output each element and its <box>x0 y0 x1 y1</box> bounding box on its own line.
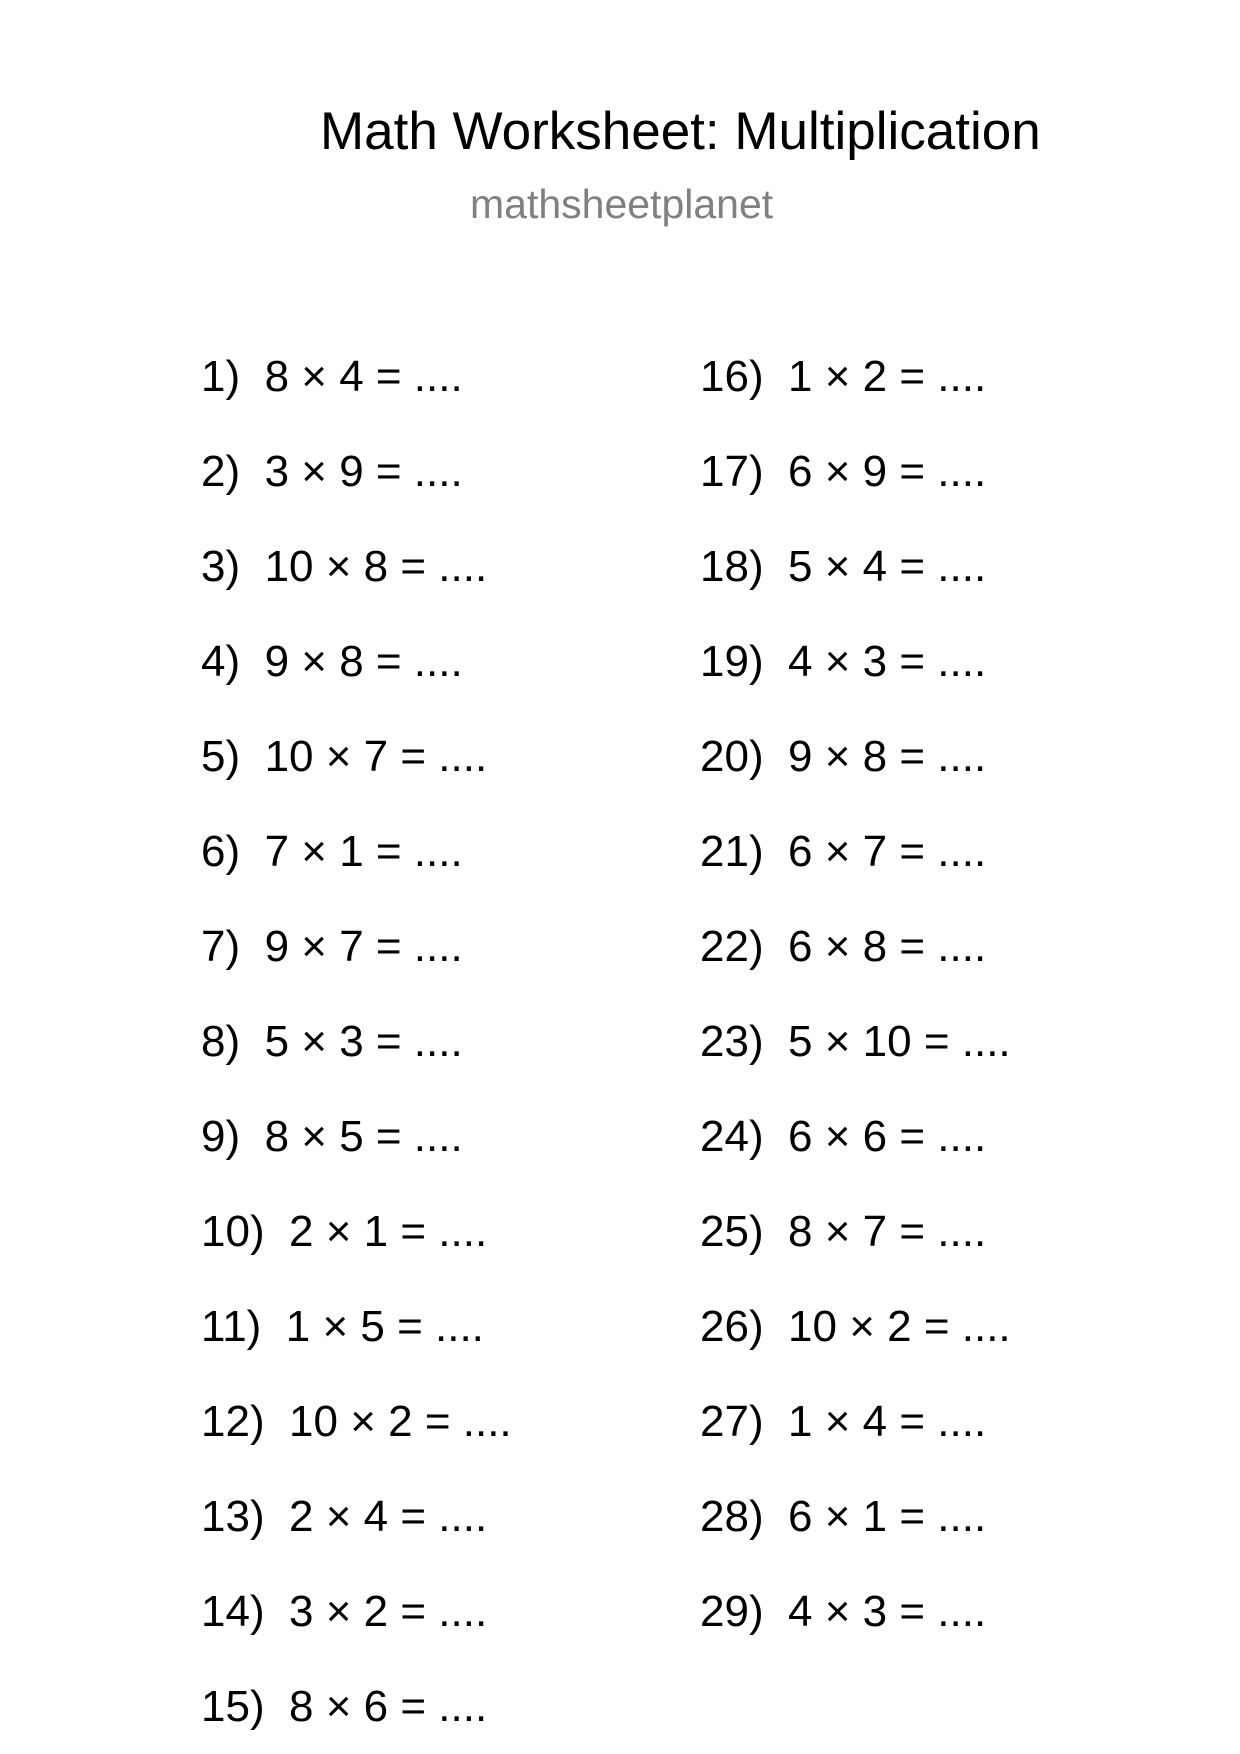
problem-number: 8) <box>201 1017 241 1066</box>
problem-expression: 6 × 9 = .... <box>788 447 987 496</box>
problem-number: 6) <box>201 827 241 876</box>
problem-item <box>201 1184 512 1279</box>
problem-item <box>201 1089 512 1184</box>
problem-number: 24) <box>700 1112 764 1161</box>
problem-number: 18) <box>700 542 764 591</box>
problem-expression: 9 × 8 = .... <box>264 637 463 686</box>
problem-expression: 8 × 4 = .... <box>264 352 463 401</box>
problem-number: 2) <box>201 447 241 496</box>
problem-expression: 3 × 2 = .... <box>289 1587 488 1636</box>
problem-item <box>201 899 512 994</box>
problem-expression: 2 × 4 = .... <box>289 1492 488 1541</box>
problem-number: 20) <box>700 732 764 781</box>
problem-number: 4) <box>201 637 241 686</box>
problem-item <box>201 709 512 804</box>
problem-expression: 5 × 10 = .... <box>788 1017 1011 1066</box>
problem-expression: 6 × 1 = .... <box>788 1492 987 1541</box>
problem-number: 10) <box>201 1207 265 1256</box>
problem-expression: 1 × 4 = .... <box>788 1397 987 1446</box>
problem-item <box>700 329 1011 424</box>
problem-number: 27) <box>700 1397 764 1446</box>
problem-item <box>700 1089 1011 1184</box>
problem-expression: 4 × 3 = .... <box>788 1587 987 1636</box>
problem-item <box>700 1564 1011 1659</box>
problem-expression: 1 × 2 = .... <box>788 352 987 401</box>
problem-number: 28) <box>700 1492 764 1541</box>
problem-column-left <box>201 329 512 1754</box>
problem-expression: 6 × 8 = .... <box>788 922 987 971</box>
problem-item <box>201 1659 512 1754</box>
problem-item <box>201 1564 512 1659</box>
problem-item <box>201 329 512 424</box>
problem-number: 19) <box>700 637 764 686</box>
problem-expression: 8 × 7 = .... <box>788 1207 987 1256</box>
problem-item <box>700 1374 1011 1469</box>
problem-item <box>700 424 1011 519</box>
problem-number: 15) <box>201 1682 265 1731</box>
problem-expression: 6 × 6 = .... <box>788 1112 987 1161</box>
problem-item <box>700 899 1011 994</box>
problem-number: 7) <box>201 922 241 971</box>
problem-expression: 5 × 4 = .... <box>788 542 987 591</box>
problem-expression: 8 × 5 = .... <box>264 1112 463 1161</box>
problem-number: 5) <box>201 732 241 781</box>
problem-item <box>700 709 1011 804</box>
problem-number: 29) <box>700 1587 764 1636</box>
problem-item <box>201 1279 512 1374</box>
problem-item <box>201 519 512 614</box>
problem-expression: 10 × 2 = .... <box>289 1397 512 1446</box>
problem-column-right <box>700 329 1011 1659</box>
page-title: Math Worksheet: Multiplication <box>320 102 1041 161</box>
problem-expression: 10 × 7 = .... <box>264 732 488 781</box>
problem-expression: 1 × 5 = .... <box>285 1302 484 1351</box>
problem-number: 16) <box>700 352 764 401</box>
problem-number: 1) <box>201 352 241 401</box>
problem-expression: 3 × 9 = .... <box>264 447 463 496</box>
problem-item <box>700 1279 1011 1374</box>
problem-item <box>700 614 1011 709</box>
problem-number: 14) <box>201 1587 265 1636</box>
problem-item <box>201 994 512 1089</box>
problem-expression: 4 × 3 = .... <box>788 637 987 686</box>
problem-item <box>201 1374 512 1469</box>
problem-item <box>201 804 512 899</box>
site-name: mathsheetplanet <box>470 181 774 227</box>
problem-expression: 2 × 1 = .... <box>289 1207 488 1256</box>
problem-number: 3) <box>201 542 241 591</box>
problem-number: 12) <box>201 1397 265 1446</box>
problem-number: 23) <box>700 1017 764 1066</box>
problem-item <box>700 994 1011 1089</box>
problem-expression: 5 × 3 = .... <box>264 1017 463 1066</box>
problem-number: 11) <box>201 1302 262 1351</box>
problem-item <box>700 804 1011 899</box>
problem-expression: 9 × 8 = .... <box>788 732 987 781</box>
problem-item <box>201 614 512 709</box>
problem-expression: 10 × 8 = .... <box>264 542 488 591</box>
problem-number: 25) <box>700 1207 764 1256</box>
problem-expression: 8 × 6 = .... <box>289 1682 488 1731</box>
problem-expression: 10 × 2 = .... <box>788 1302 1011 1351</box>
problem-expression: 6 × 7 = .... <box>788 827 987 876</box>
problem-item <box>700 1469 1011 1564</box>
problem-item <box>700 1184 1011 1279</box>
problem-item <box>201 424 512 519</box>
problem-expression: 9 × 7 = .... <box>264 922 463 971</box>
problem-number: 26) <box>700 1302 764 1351</box>
problem-number: 22) <box>700 922 764 971</box>
problem-number: 9) <box>201 1112 241 1161</box>
problem-number: 21) <box>700 827 764 876</box>
problem-item <box>700 519 1011 614</box>
problem-number: 17) <box>700 447 764 496</box>
problem-item <box>201 1469 512 1564</box>
problem-expression: 7 × 1 = .... <box>264 827 463 876</box>
problem-number: 13) <box>201 1492 265 1541</box>
